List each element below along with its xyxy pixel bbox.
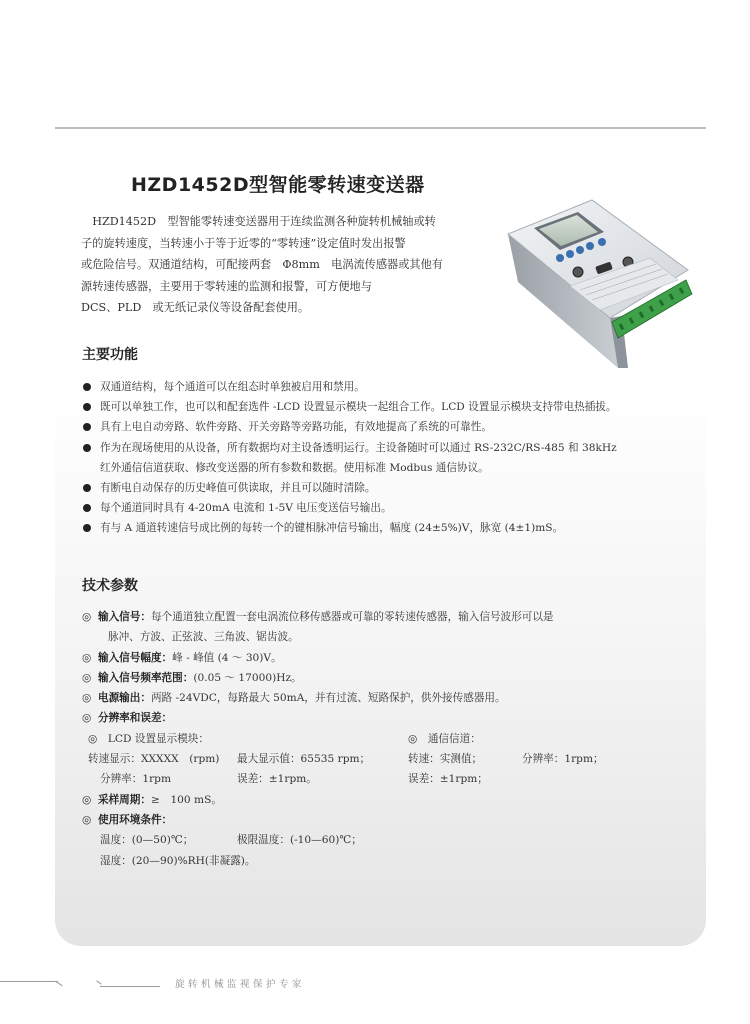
footer-divider (96, 980, 101, 984)
intro-line: 或危险信号。双通道结构，可配接两套 Φ8mm 电涡流传感器或其他有 (81, 258, 443, 271)
spec-environment-humidity: 湿度：(20—90)%RH(非凝露)。 (100, 854, 256, 867)
bullet-icon (83, 504, 91, 512)
footer-slogan: 旋转机械监视保护专家 (175, 979, 306, 990)
top-divider (55, 127, 706, 129)
bullet-icon (83, 423, 91, 431)
lcd-module-label: ◎ LCD 设置显示模块： (88, 732, 209, 745)
spec-resolution-row2: 分辨率：1rpm 误差：±1rpm。 误差：±1rpm； (100, 773, 488, 786)
spec-amplitude: ◎ 输入信号幅度：峰 - 峰值 (4 ～ 30)V。 (82, 648, 702, 668)
circle-mark-icon: ◎ (82, 692, 92, 705)
circle-mark-icon: ◎ (82, 651, 92, 664)
spec-sampling: ◎ 采样周期：≥ 100 mS。 (82, 790, 702, 810)
functions-heading: 主要功能 (82, 347, 138, 363)
list-item: 具有上电自动旁路、软件旁路、开关旁路等旁路功能，有效地提高了系统的可靠性。 (82, 417, 702, 437)
intro-line: HZD1452D 型智能零转速变送器用于连续监测各种旋转机械轴或转 (81, 215, 436, 228)
bullet-icon (83, 524, 91, 532)
list-item: 既可以单独工作，也可以和配套选件 -LCD 设置显示模块一起组合工作。LCD 设置显示模块支持带电热插拔。 (82, 397, 702, 417)
specs-heading: 技术参数 (82, 578, 138, 594)
circle-mark-icon: ◎ (82, 813, 92, 826)
spec-input-signal-cont: 脉冲、方波、正弦波、三角波、锯齿波。 (108, 631, 299, 644)
bullet-icon (83, 484, 91, 492)
spec-power: ◎ 电源输出：两路 -24VDC，每路最大 50mA，并有过流、短路保护，供外接传感器用。 (82, 688, 702, 708)
list-item: 有断电自动保存的历史峰值可供读取，并且可以随时清除。 (82, 478, 702, 498)
circle-mark-icon: ◎ (82, 611, 92, 623)
bullet-icon (83, 444, 91, 452)
spec-resolution: ◎ 分辨率和误差： (82, 708, 702, 728)
list-item: 作为在现场使用的从设备，所有数据均对主设备透明运行。主设备随时可以通过 RS-232C/RS-485 和 38kHz 红外通信信道获取、修改变送器的所有参数和数据。使用标准 Modbus 通信协议。 (82, 438, 702, 478)
footer-divider (100, 986, 160, 987)
spec-environment-temp: 温度：(0—50)℃； 极限温度：(-10—60)℃； (100, 834, 362, 847)
functions-list (82, 377, 702, 539)
list-item: 双通道结构，每个通道可以在组态时单独被启用和禁用。 (82, 377, 702, 397)
footer-divider (55, 981, 62, 986)
spec-resolution-row1: 转速显示：XXXXX (rpm) 最大显示值：65535 rpm； 转速：实测值； 分辨率：1rpm； (88, 753, 604, 766)
circle-mark-icon: ◎ (82, 712, 92, 725)
circle-mark-icon: ◎ (82, 671, 92, 684)
circle-mark-icon: ◎ (82, 793, 92, 806)
intro-paragraph (81, 211, 481, 319)
page-title: HZD1452D型智能零转速变送器 (131, 174, 425, 196)
intro-line: 子的旋转速度，当转速小于等于近零的“零转速”设定值时发出报警 (81, 236, 406, 250)
intro-line: DCS、PLD 或无纸记录仪等设备配套使用。 (81, 301, 310, 314)
spec-frequency: ◎ 输入信号频率范围：(0.05 ～ 17000)Hz。 (82, 668, 702, 688)
bullet-icon (83, 403, 91, 411)
list-item: 有与 A 通道转速信号成比例的每转一个的键相脉冲信号输出，幅度 (24±5%)V，脉宽 (4±1)mS。 (82, 518, 702, 538)
footer-divider (0, 981, 58, 982)
bullet-icon (83, 383, 91, 391)
comm-channel-label: ◎ 通信信道： (408, 732, 481, 745)
list-item: 每个通道同时具有 4-20mA 电流和 1-5V 电压变送信号输出。 (82, 498, 702, 518)
spec-environment: ◎ 使用环境条件： (82, 810, 702, 830)
device-image (500, 198, 695, 370)
specs-list (82, 607, 702, 871)
spec-resolution-headers (82, 729, 702, 749)
list-item-continuation: 红外通信信道获取、修改变送器的所有参数和数据。使用标准 Modbus 通信协议。 (100, 461, 489, 474)
spec-input-signal: ◎ 输入信号：每个通道独立配置一套电涡流位移传感器或可靠的零转速传感器，输入信号波形可以是 (82, 607, 702, 627)
intro-line: 源转速传感器，主要用于零转速的监测和报警，可方便地与 (81, 279, 372, 293)
